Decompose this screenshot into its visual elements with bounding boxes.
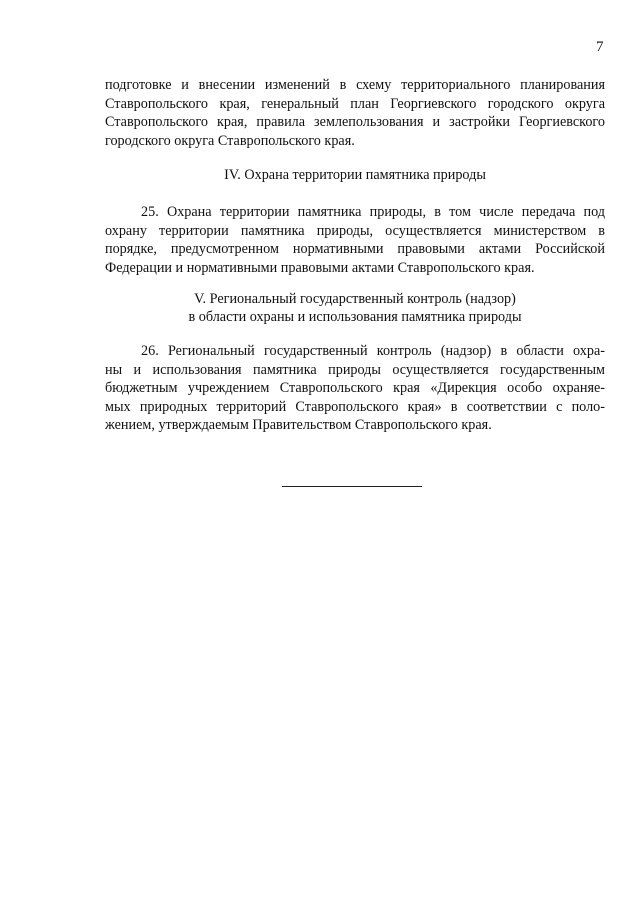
paragraph-26 bbox=[105, 342, 605, 435]
paragraph-continuation bbox=[105, 76, 605, 150]
text-line: ны и использования памятника природы осуществляется государственным bbox=[105, 361, 605, 378]
text-line: подготовке и внесении изменений в схему территориального планирования bbox=[105, 77, 605, 93]
text-line: 25. Охрана территории памятника природы, в том числе передача под bbox=[141, 204, 605, 220]
text-line: порядке, предусмотренном нормативными правовыми актами Российской bbox=[105, 241, 605, 257]
text-line: бюджетным учреждением Ставропольского края «Дирекция особо охраняе- bbox=[105, 380, 605, 396]
section-heading-5-line1: V. Региональный государственный контроль (надзор) bbox=[194, 291, 516, 307]
end-divider bbox=[282, 486, 422, 487]
text-line: 26. Региональный государственный контроль (надзор) в области охра- bbox=[141, 343, 605, 359]
text-line: охрану территории памятника природы, осуществляется министерством в bbox=[105, 222, 605, 239]
text-line: городского округа Ставропольского края. bbox=[105, 132, 355, 149]
text-line: жением, утверждаемым Правительством Ставропольского края. bbox=[105, 417, 492, 433]
section-heading-4: IV. Охрана территории памятника природы bbox=[224, 167, 486, 183]
page-number: 7 bbox=[596, 39, 604, 55]
text-line: Федерации и нормативными правовыми актами Ставропольского края. bbox=[105, 259, 535, 276]
text-line: Ставропольского края, генеральный план Георгиевского городского округа bbox=[105, 95, 605, 112]
section-heading-5-line2: в области охраны и использования памятника природы bbox=[188, 309, 522, 325]
text-line: Ставропольского края, правила землепользования и застройки Георгиевского bbox=[105, 114, 605, 130]
text-line: мых природных территорий Ставропольского края» в соответствии с поло- bbox=[105, 398, 605, 415]
paragraph-25 bbox=[105, 203, 605, 277]
